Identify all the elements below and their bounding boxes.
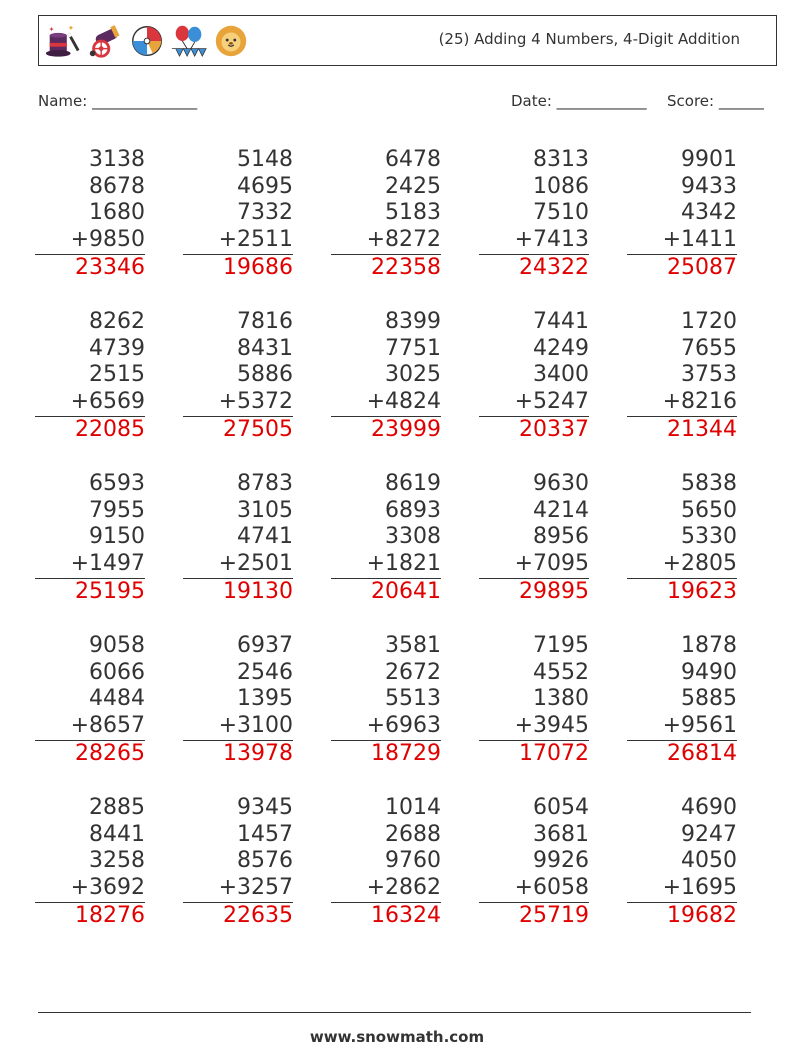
addend: 5650 xyxy=(681,497,737,523)
addend: 6937 xyxy=(237,633,293,658)
addend: 3681 xyxy=(533,821,589,847)
svg-text:✦: ✦ xyxy=(67,23,75,33)
addend: 5330 xyxy=(681,524,737,550)
answer: 22635 xyxy=(223,902,293,928)
last-addend: +3257 xyxy=(183,875,293,903)
answer: 25195 xyxy=(75,578,145,604)
addend: 7441 xyxy=(533,309,589,334)
answer: 23999 xyxy=(371,416,441,442)
addend: 8619 xyxy=(385,471,441,496)
addend: 7195 xyxy=(533,633,589,658)
answer: 22085 xyxy=(75,416,145,442)
score-field: Score: ______ xyxy=(667,92,764,110)
addend: 5886 xyxy=(237,362,293,388)
addition-problem xyxy=(627,309,737,444)
last-addend: +2511 xyxy=(183,227,293,255)
answer: 28265 xyxy=(75,740,145,766)
addend: 7751 xyxy=(385,335,441,361)
addend: 8262 xyxy=(89,309,145,334)
last-addend: +1411 xyxy=(627,227,737,255)
answer: 25719 xyxy=(519,902,589,928)
magic-hat-icon xyxy=(44,21,82,61)
last-addend: +4824 xyxy=(331,389,441,417)
last-addend: +3100 xyxy=(183,713,293,741)
addition-problem xyxy=(479,633,589,768)
addend: 2515 xyxy=(89,362,145,388)
addend: 6478 xyxy=(385,147,441,172)
last-addend: +6569 xyxy=(35,389,145,417)
addend: 4741 xyxy=(237,524,293,550)
addition-problem xyxy=(627,147,737,282)
addend: 9150 xyxy=(89,524,145,550)
addition-problem xyxy=(35,147,145,282)
addend: 6066 xyxy=(89,659,145,685)
addition-problem xyxy=(331,471,441,606)
addition-problem xyxy=(479,471,589,606)
addition-problem xyxy=(183,309,293,444)
addend: 9630 xyxy=(533,471,589,496)
last-addend: +5372 xyxy=(183,389,293,417)
answer: 19686 xyxy=(223,254,293,280)
beach-ball-icon xyxy=(128,21,166,61)
last-addend: +9561 xyxy=(627,713,737,741)
answer: 17072 xyxy=(519,740,589,766)
addition-problem xyxy=(331,309,441,444)
addend: 9760 xyxy=(385,848,441,874)
addend: 1720 xyxy=(681,309,737,334)
addend: 5183 xyxy=(385,200,441,226)
addend: 9490 xyxy=(681,659,737,685)
addend: 6593 xyxy=(89,471,145,496)
addition-problem xyxy=(183,633,293,768)
header-icons xyxy=(44,20,250,62)
last-addend: +1695 xyxy=(627,875,737,903)
addend: 4484 xyxy=(89,686,145,712)
answer: 22358 xyxy=(371,254,441,280)
last-addend: +3945 xyxy=(479,713,589,741)
addend: 7332 xyxy=(237,200,293,226)
answer: 13978 xyxy=(223,740,293,766)
lion-icon xyxy=(212,21,250,61)
last-addend: +3692 xyxy=(35,875,145,903)
answer: 20337 xyxy=(519,416,589,442)
answer: 21344 xyxy=(667,416,737,442)
addend: 4552 xyxy=(533,659,589,685)
answer: 19623 xyxy=(667,578,737,604)
addend: 4249 xyxy=(533,335,589,361)
addend: 9345 xyxy=(237,795,293,820)
last-addend: +8657 xyxy=(35,713,145,741)
addition-problem xyxy=(35,309,145,444)
addend: 4342 xyxy=(681,200,737,226)
addend: 5885 xyxy=(681,686,737,712)
last-addend: +2501 xyxy=(183,551,293,579)
addend: 3581 xyxy=(385,633,441,658)
addend: 2425 xyxy=(385,173,441,199)
addend: 9901 xyxy=(681,147,737,172)
answer: 25087 xyxy=(667,254,737,280)
addition-problem xyxy=(479,795,589,930)
addend: 2546 xyxy=(237,659,293,685)
addition-problem xyxy=(331,147,441,282)
answer: 18276 xyxy=(75,902,145,928)
last-addend: +6058 xyxy=(479,875,589,903)
addition-problem xyxy=(627,795,737,930)
addend: 8431 xyxy=(237,335,293,361)
addition-problem xyxy=(627,633,737,768)
worksheet-header xyxy=(38,15,777,66)
answer: 18729 xyxy=(371,740,441,766)
addend: 4050 xyxy=(681,848,737,874)
addend: 3400 xyxy=(533,362,589,388)
last-addend: +7095 xyxy=(479,551,589,579)
addend: 8783 xyxy=(237,471,293,496)
addend: 2672 xyxy=(385,659,441,685)
answer: 29895 xyxy=(519,578,589,604)
cannon-icon xyxy=(86,21,124,61)
last-addend: +8216 xyxy=(627,389,737,417)
svg-text:✦: ✦ xyxy=(48,25,55,34)
answer: 26814 xyxy=(667,740,737,766)
addition-problem xyxy=(35,795,145,930)
addition-problem xyxy=(479,309,589,444)
addend: 8576 xyxy=(237,848,293,874)
addend: 4690 xyxy=(681,795,737,820)
addend: 3105 xyxy=(237,497,293,523)
answer: 27505 xyxy=(223,416,293,442)
answer: 19130 xyxy=(223,578,293,604)
addend: 9433 xyxy=(681,173,737,199)
addition-problem xyxy=(183,147,293,282)
addend: 3308 xyxy=(385,524,441,550)
footer-divider xyxy=(38,1012,751,1013)
addend: 3258 xyxy=(89,848,145,874)
addend: 6893 xyxy=(385,497,441,523)
name-field: Name: ______________ xyxy=(38,92,198,110)
addend: 1680 xyxy=(89,200,145,226)
addend: 8678 xyxy=(89,173,145,199)
addend: 9058 xyxy=(89,633,145,658)
addend: 4739 xyxy=(89,335,145,361)
addend: 9247 xyxy=(681,821,737,847)
addend: 7816 xyxy=(237,309,293,334)
addend: 8956 xyxy=(533,524,589,550)
addend: 2885 xyxy=(89,795,145,820)
addition-problem xyxy=(479,147,589,282)
last-addend: +1821 xyxy=(331,551,441,579)
addend: 8441 xyxy=(89,821,145,847)
addend: 1457 xyxy=(237,821,293,847)
addend: 6054 xyxy=(533,795,589,820)
addend: 1014 xyxy=(385,795,441,820)
addend: 3753 xyxy=(681,362,737,388)
answer: 23346 xyxy=(75,254,145,280)
addend: 7955 xyxy=(89,497,145,523)
answer: 20641 xyxy=(371,578,441,604)
addend: 1086 xyxy=(533,173,589,199)
answer: 16324 xyxy=(371,902,441,928)
last-addend: +1497 xyxy=(35,551,145,579)
addend: 3025 xyxy=(385,362,441,388)
addend: 5513 xyxy=(385,686,441,712)
addition-problem xyxy=(35,633,145,768)
addend: 4695 xyxy=(237,173,293,199)
answer: 19682 xyxy=(667,902,737,928)
addend: 4214 xyxy=(533,497,589,523)
addend: 7655 xyxy=(681,335,737,361)
addend: 5148 xyxy=(237,147,293,172)
last-addend: +2862 xyxy=(331,875,441,903)
addend: 5838 xyxy=(681,471,737,496)
last-addend: +9850 xyxy=(35,227,145,255)
addend: 3138 xyxy=(89,147,145,172)
page-title: (25) Adding 4 Numbers, 4-Digit Addition xyxy=(438,30,740,48)
addition-problem xyxy=(627,471,737,606)
last-addend: +2805 xyxy=(627,551,737,579)
addition-problem xyxy=(35,471,145,606)
date-field: Date: ____________ xyxy=(511,92,647,110)
answer: 24322 xyxy=(519,254,589,280)
addend: 2688 xyxy=(385,821,441,847)
addition-problem xyxy=(331,633,441,768)
addend: 1395 xyxy=(237,686,293,712)
addition-problem xyxy=(331,795,441,930)
footer-site: www.snowmath.com xyxy=(309,1028,485,1046)
last-addend: +7413 xyxy=(479,227,589,255)
addend: 1878 xyxy=(681,633,737,658)
last-addend: +6963 xyxy=(331,713,441,741)
last-addend: +8272 xyxy=(331,227,441,255)
balloons-icon xyxy=(170,21,208,61)
addend: 8399 xyxy=(385,309,441,334)
addend: 9926 xyxy=(533,848,589,874)
addend: 1380 xyxy=(533,686,589,712)
addend: 7510 xyxy=(533,200,589,226)
addition-problem xyxy=(183,471,293,606)
addend: 8313 xyxy=(533,147,589,172)
last-addend: +5247 xyxy=(479,389,589,417)
addition-problem xyxy=(183,795,293,930)
